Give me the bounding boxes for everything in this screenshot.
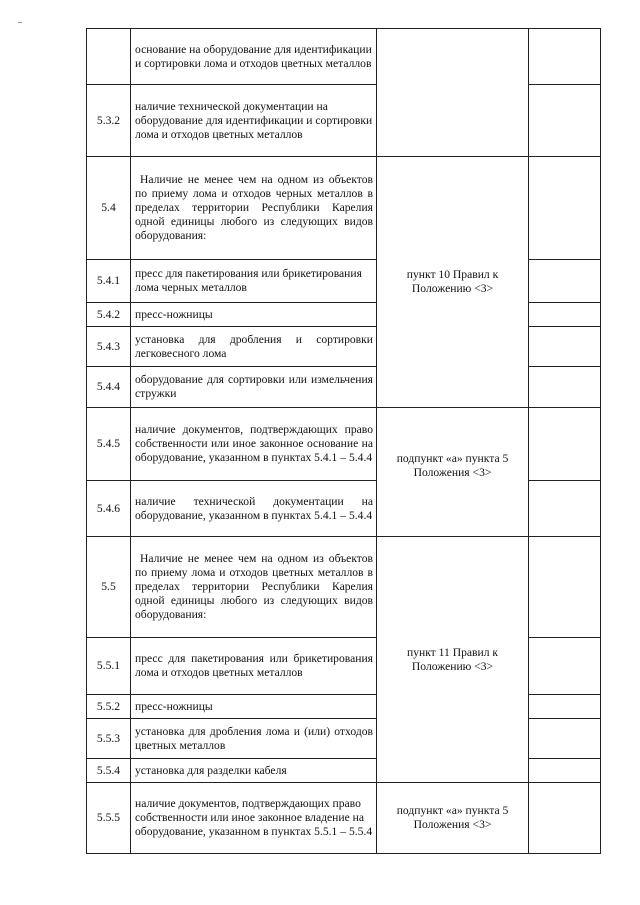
row-number: 5.5.2 — [87, 695, 131, 719]
row-description: Наличие не менее чем на одном из объектов по приему лома и отходов цветных металлов в пределах территории Республики Карелия одной единицы любого из следующих видов оборудования: — [131, 537, 377, 638]
empty-cell — [529, 327, 601, 367]
reference-cell — [377, 408, 529, 537]
row-number: 5.4.3 — [87, 327, 131, 367]
empty-cell — [529, 719, 601, 759]
row-description: наличие технической документации на оборудование, указанном в пунктах 5.4.1 – 5.4.4 — [131, 481, 377, 537]
reference-cell — [377, 157, 529, 408]
row-description: пресс-ножницы — [131, 303, 377, 327]
row-number: 5.5 — [87, 537, 131, 638]
empty-cell — [529, 783, 601, 854]
empty-cell — [529, 260, 601, 303]
table-row — [87, 408, 601, 481]
row-number: 5.4.6 — [87, 481, 131, 537]
row-description: оборудование для сортировки или измельчения стружки — [131, 367, 377, 408]
table-row — [87, 537, 601, 638]
table-row — [87, 783, 601, 854]
empty-cell — [529, 695, 601, 719]
row-description: установка для разделки кабеля — [131, 759, 377, 783]
row-description: пресс-ножницы — [131, 695, 377, 719]
empty-cell — [529, 481, 601, 537]
row-description: основание на оборудование для идентификации и сортировки лома и отходов цветных металлов — [131, 29, 377, 85]
row-number: 5.5.4 — [87, 759, 131, 783]
reference-cell — [377, 537, 529, 783]
row-number: 5.5.5 — [87, 783, 131, 854]
scan-mark — [18, 22, 22, 26]
row-description: наличие технической документации на оборудование для идентификации и сортировки лома и отходов цветных металлов — [131, 85, 377, 157]
empty-cell — [529, 408, 601, 481]
row-description: наличие документов, подтверждающих право собственности или иное законное основание на оборудование, указанном в пунктах 5.4.1 – 5.4.4 — [131, 408, 377, 481]
row-description: Наличие не менее чем на одном из объектов по приему лома и отходов черных металлов в пределах территории Республики Карелия одной единицы любого из следующих видов оборудования: — [131, 157, 377, 260]
empty-cell — [529, 85, 601, 157]
row-description: установка для дробления и сортировки легковесного лома — [131, 327, 377, 367]
table-row — [87, 157, 601, 260]
row-number: 5.4.1 — [87, 260, 131, 303]
table-row — [87, 29, 601, 85]
row-number: 5.5.1 — [87, 638, 131, 695]
row-number: 5.5.3 — [87, 719, 131, 759]
empty-cell — [529, 367, 601, 408]
reference-cell — [377, 783, 529, 854]
row-number: 5.4.5 — [87, 408, 131, 481]
row-number — [87, 29, 131, 85]
row-number: 5.3.2 — [87, 85, 131, 157]
empty-cell — [529, 157, 601, 260]
empty-cell — [529, 303, 601, 327]
reference-text: пункт 11 Правил к Положению <3> — [406, 645, 499, 673]
empty-cell — [529, 537, 601, 638]
row-description: пресс для пакетирования или брикетирования лома черных металлов — [131, 260, 377, 303]
reference-text: пункт 10 Правил к Положению <3> — [406, 268, 499, 295]
row-description: наличие документов, подтверждающих право собственности или иное законное владение на оборудование, указанном в пунктах 5.5.1 – 5.5.4 — [131, 783, 377, 854]
row-number: 5.4.4 — [87, 367, 131, 408]
reference-text: подпункт «а» пункта 5 Положения <3> — [396, 452, 509, 479]
empty-cell — [529, 29, 601, 85]
empty-reference-cell — [377, 29, 529, 157]
row-number: 5.4 — [87, 157, 131, 260]
row-number: 5.4.2 — [87, 303, 131, 327]
empty-cell — [529, 759, 601, 783]
reference-text: подпункт «а» пункта 5 Положения <3> — [396, 804, 509, 831]
row-description: установка для дробления лома и (или) отходов цветных металлов — [131, 719, 377, 759]
requirements-table — [86, 28, 601, 854]
row-description: пресс для пакетирования или брикетирования лома и отходов цветных металлов — [131, 638, 377, 695]
empty-cell — [529, 638, 601, 695]
